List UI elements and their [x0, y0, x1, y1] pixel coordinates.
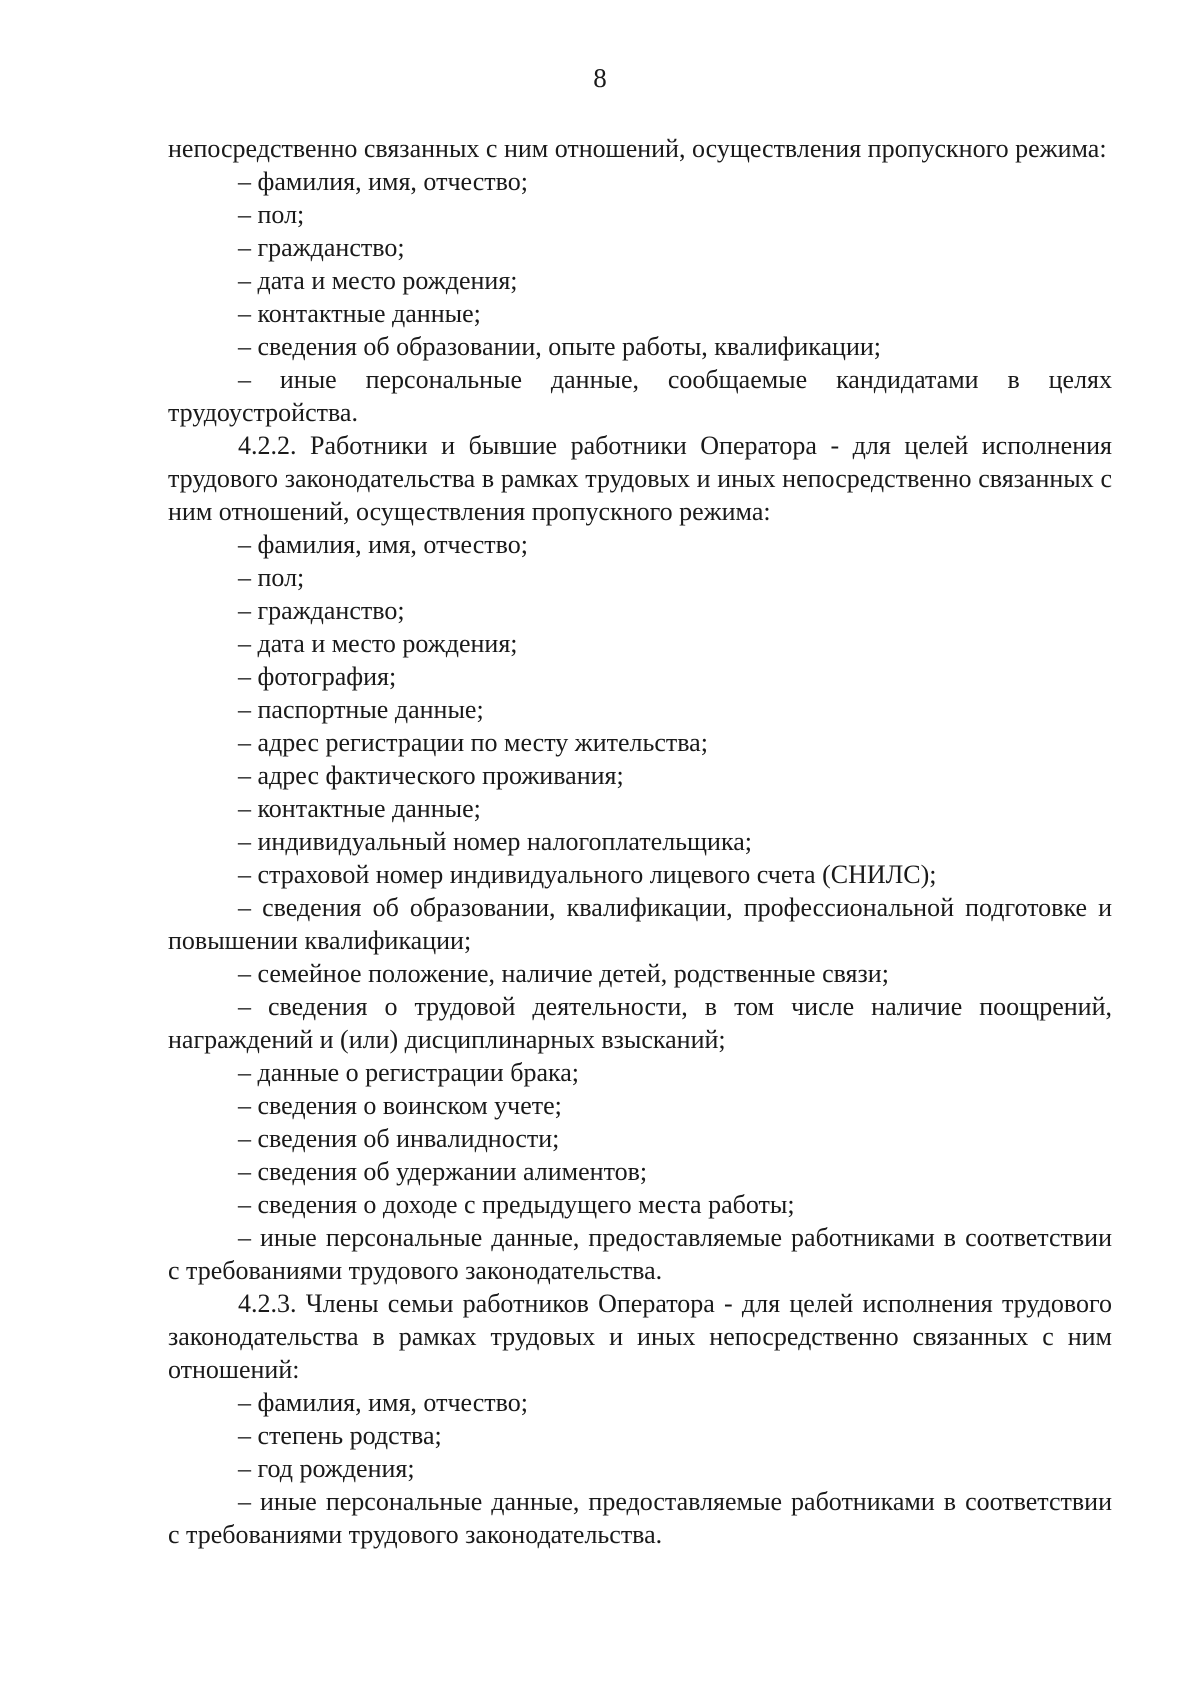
list-item: – фамилия, имя, отчество;: [238, 1388, 528, 1417]
list-item: – сведения об образовании, опыте работы, квалификации;: [238, 332, 882, 361]
list-item: – иные персональные данные, предоставляемые работниками в соответствии с требованиями трудового законодательства.: [168, 1223, 1112, 1285]
list-item: – страховой номер индивидуального лицевого счета (СНИЛС);: [238, 860, 937, 889]
section-4-2-2-paragraph: 4.2.2. Работники и бывшие работники Оператора - для целей исполнения трудового законодательства в рамках трудовых и иных непосредственно связанных с ним отношений, осуществления пропускного режима:: [168, 431, 1112, 526]
document-body: [168, 132, 1112, 1551]
list-item: – семейное положение, наличие детей, родственные связи;: [238, 959, 889, 988]
list-item: – пол;: [238, 563, 305, 592]
list-item: – пол;: [238, 200, 305, 229]
list-item: – фамилия, имя, отчество;: [238, 167, 528, 196]
list-item: – адрес регистрации по месту жительства;: [238, 728, 708, 757]
employees-list: [168, 528, 1112, 1287]
list-item: – фотография;: [238, 662, 397, 691]
list-item: – индивидуальный номер налогоплательщика;: [238, 827, 752, 856]
list-item: – сведения о доходе с предыдущего места работы;: [238, 1190, 795, 1219]
list-item: – данные о регистрации брака;: [238, 1058, 579, 1087]
list-item: – гражданство;: [238, 596, 405, 625]
list-item: – гражданство;: [238, 233, 405, 262]
family-list: [168, 1386, 1112, 1551]
list-item: – сведения об удержании алиментов;: [238, 1157, 648, 1186]
candidates-list: [168, 165, 1112, 429]
list-item: – год рождения;: [238, 1454, 415, 1483]
list-item: – адрес фактического проживания;: [238, 761, 624, 790]
list-item: – сведения о воинском учете;: [238, 1091, 562, 1120]
intro-paragraph: непосредственно связанных с ним отношений, осуществления пропускного режима:: [168, 134, 1107, 163]
list-item: – сведения об инвалидности;: [238, 1124, 560, 1153]
section-4-2-3-paragraph: 4.2.3. Члены семьи работников Оператора - для целей исполнения трудового законодательства в рамках трудовых и иных непосредственно связанных с ним отношений:: [168, 1289, 1112, 1384]
list-item: – фамилия, имя, отчество;: [238, 530, 528, 559]
list-item: – дата и место рождения;: [238, 266, 518, 295]
page-number: 8: [593, 63, 607, 93]
list-item: – дата и место рождения;: [238, 629, 518, 658]
list-item: – иные персональные данные, сообщаемые кандидатами в целях трудоустройства.: [168, 365, 1112, 427]
list-item: – сведения об образовании, квалификации, профессиональной подготовке и повышении квалификации;: [168, 893, 1112, 955]
list-item: – сведения о трудовой деятельности, в том числе наличие поощрений, награждений и (или) дисциплинарных взысканий;: [168, 992, 1112, 1054]
list-item: – паспортные данные;: [238, 695, 484, 724]
list-item: – степень родства;: [238, 1421, 442, 1450]
list-item: – контактные данные;: [238, 299, 481, 328]
list-item: – контактные данные;: [238, 794, 481, 823]
list-item: – иные персональные данные, предоставляемые работниками в соответствии с требованиями трудового законодательства.: [168, 1487, 1112, 1549]
